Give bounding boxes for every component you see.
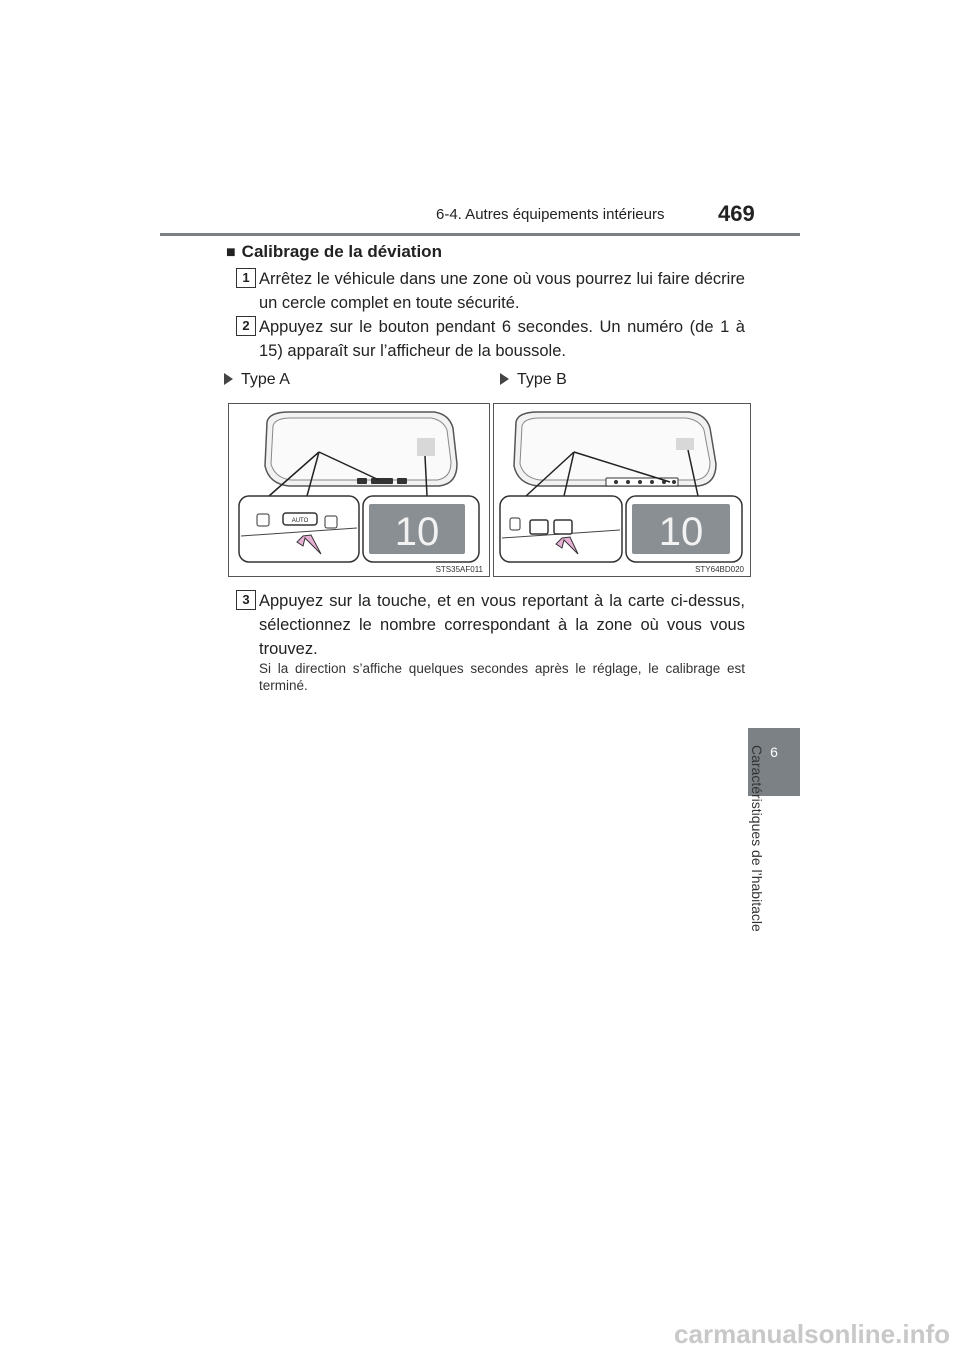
figure-type-b — [493, 403, 751, 577]
step-text-2: Appuyez sur le bouton pendant 6 secondes. Un numéro (de 1 à 15) apparaît sur l’afficheur de la boussole. — [259, 318, 745, 360]
calibration-note: Si la direction s’affiche quelques secondes après le réglage, le calibrage est terminé. — [259, 661, 745, 693]
watermark: carmanualsonline.info — [674, 1319, 950, 1349]
section-title-text: Calibrage de la déviation — [241, 242, 442, 261]
triangle-bullet-icon — [224, 373, 233, 385]
figure-type-a — [228, 403, 490, 577]
type-b-label — [500, 371, 567, 389]
figure-code-b: STY64BD020 — [695, 565, 744, 574]
type-a-label — [224, 371, 290, 389]
figure-code-a: STS35AF011 — [435, 565, 483, 574]
chapter-number: 6 — [770, 744, 778, 760]
display-readout-b: 10 — [658, 510, 704, 554]
square-bullet-icon: ■ — [226, 244, 236, 261]
mirror-illustration-b — [494, 404, 750, 576]
header-section-title: 6-4. Autres équipements intérieurs — [436, 206, 665, 223]
mirror-illustration-a — [229, 404, 489, 576]
type-b-label-text: Type B — [517, 371, 567, 388]
section-title — [226, 242, 442, 262]
type-a-label-text: Type A — [241, 371, 290, 388]
auto-button-label: AUTO — [291, 518, 309, 524]
step-number-2: 2 — [236, 316, 256, 336]
triangle-bullet-icon — [500, 373, 509, 385]
step-text-3: Appuyez sur la touche, et en vous reportant à la carte ci-dessus, sélectionnez le nombre correspondant à la zone où vous vous trouvez. — [259, 592, 745, 658]
step-text-1: Arrêtez le véhicule dans une zone où vous pourrez lui faire décrire un cercle complet en toute sécurité. — [259, 270, 745, 312]
header-divider — [160, 233, 800, 236]
step-number-1: 1 — [236, 268, 256, 288]
chapter-label: Caractéristiques de l’habitacle — [749, 745, 765, 932]
page-number: 469 — [718, 201, 755, 226]
display-readout-a: 10 — [394, 510, 440, 554]
step-number-3: 3 — [236, 590, 256, 610]
